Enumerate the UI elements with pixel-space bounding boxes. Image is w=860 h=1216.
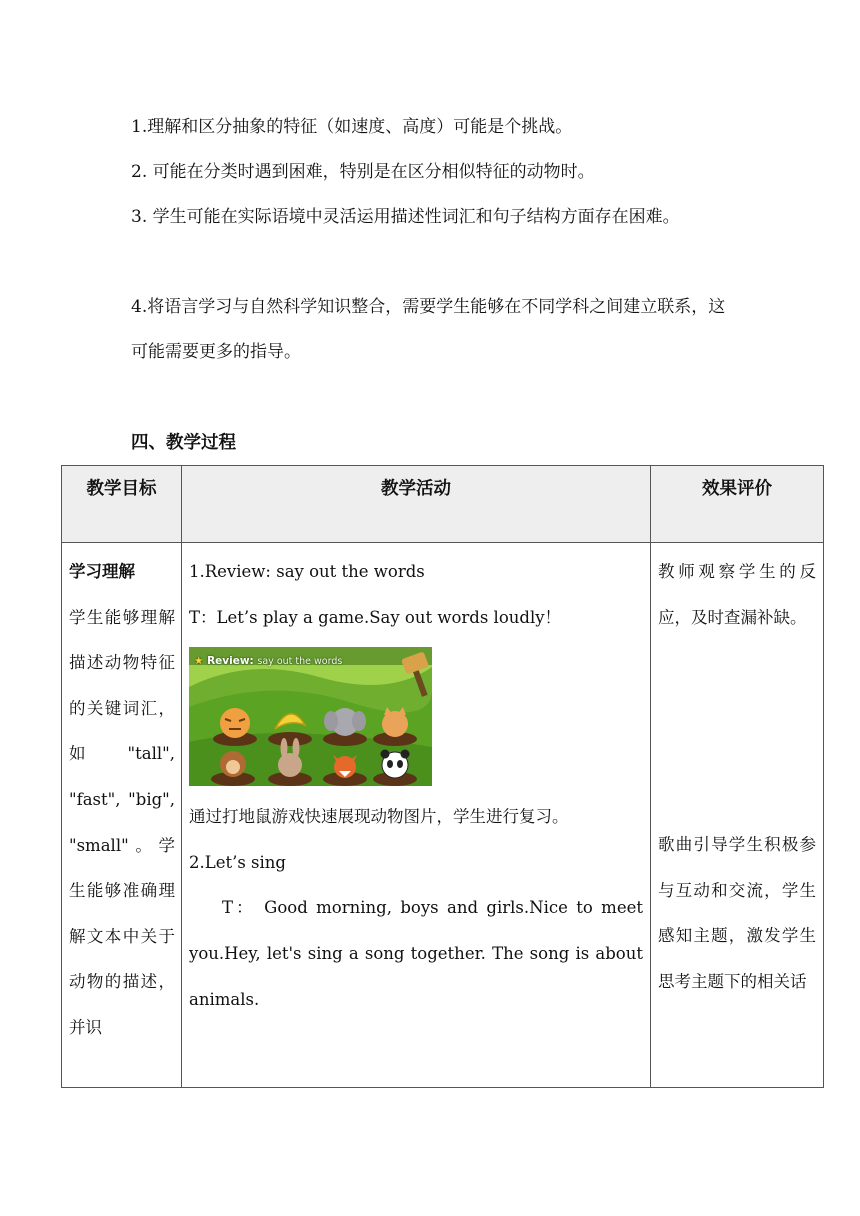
step2-teacher-line: T： Good morning, boys and girls.Nice to meet you.Hey, let's sing a song together. The song is about animals.: [189, 898, 643, 1009]
activity-cell: [182, 543, 651, 1088]
table-row: [62, 543, 824, 1088]
intro-paragraph-1: 1.理解和区分抽象的特征（如速度、高度）可能是个挑战。: [131, 117, 573, 137]
evaluation-spacer: [658, 640, 816, 822]
teaching-process-table: [61, 465, 824, 1088]
intro-paragraph-3: 3. 学生可能在实际语境中灵活运用描述性词汇和句子结构方面存在困难。: [131, 207, 680, 227]
step1-teacher-line: T：Let’s play a game.Say out words loudly！: [189, 607, 562, 627]
evaluation-text-1: 教师观察学生的反应，及时查漏补缺。: [658, 562, 816, 627]
intro-paragraph-4: 4.将语言学习与自然科学知识整合，需要学生能够在不同学科之间建立联系，这可能需要更多的指导。: [131, 297, 726, 362]
step1-title: 1.Review: say out the words: [189, 562, 425, 581]
table-header-row: [62, 466, 824, 543]
section-heading: 四、教学过程: [131, 433, 236, 453]
game-caption: [194, 654, 342, 669]
step2-title: 2.Let’s sing: [189, 852, 286, 872]
game-caption-bold: Review:: [207, 655, 254, 668]
goal-text: 学生能够理解描述动物特征的关键词汇，如"tall", "fast", "big", "small"。学生能够准确理解文本中关于动物的描述，并识: [69, 607, 175, 1037]
game-screenshot: [189, 647, 432, 786]
header-activity: 教学活动: [182, 466, 651, 543]
evaluation-cell: [651, 543, 824, 1088]
evaluation-text-2: 歌曲引导学生积极参与互动和交流，学生感知主题，激发学生思考主题下的相关话: [658, 835, 816, 991]
step1-note: 通过打地鼠游戏快速展现动物图片，学生进行复习。: [189, 807, 569, 827]
goal-cell: [62, 543, 182, 1088]
star-icon: ★: [194, 655, 204, 668]
game-caption-text: say out the words: [257, 656, 343, 668]
goal-title: 学习理解: [69, 562, 135, 581]
header-evaluation: 效果评价: [651, 466, 824, 543]
intro-paragraph-2: 2. 可能在分类时遇到困难，特别是在区分相似特征的动物时。: [131, 162, 595, 182]
header-goal: 教学目标: [62, 466, 182, 543]
